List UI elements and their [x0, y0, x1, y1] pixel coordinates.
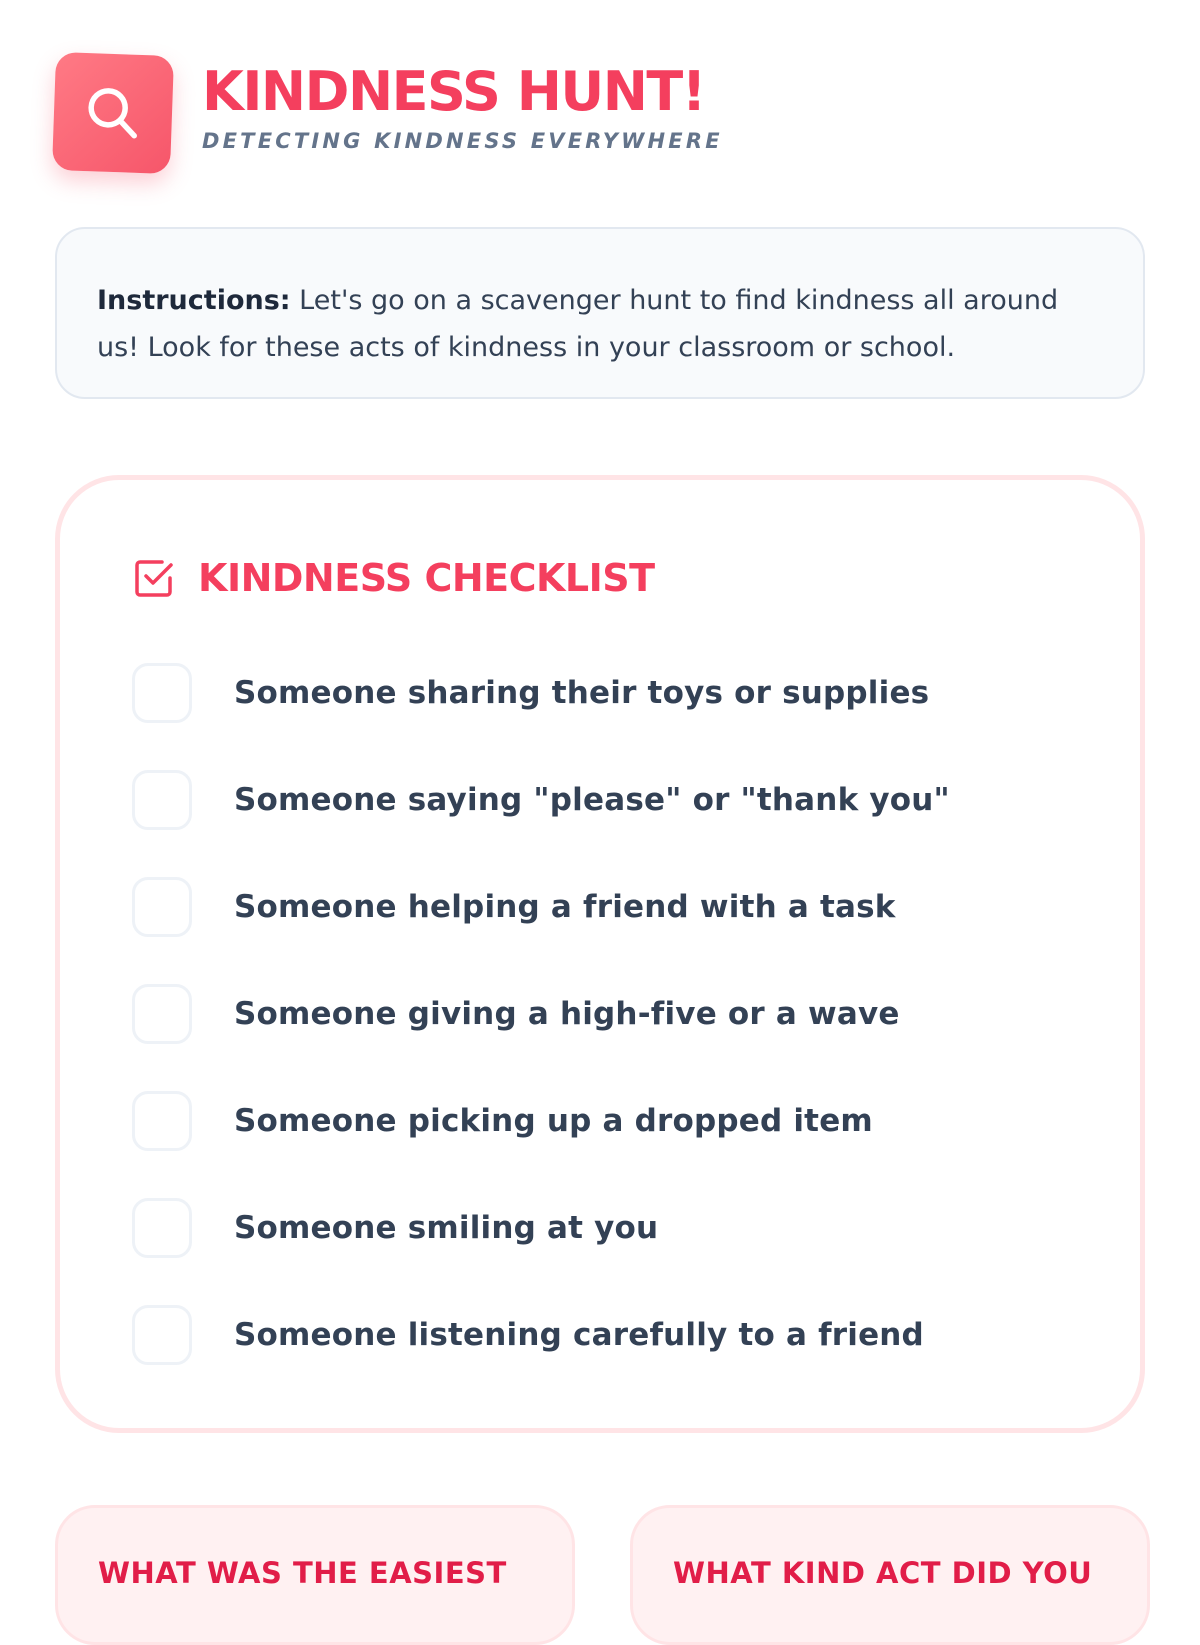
checkbox-icon	[132, 556, 176, 600]
checkbox[interactable]	[132, 770, 192, 830]
instructions-label: Instructions:	[97, 285, 291, 316]
search-icon	[81, 81, 145, 145]
item-label: Someone listening carefully to a friend	[234, 1317, 924, 1353]
page-header	[54, 54, 723, 172]
item-label: Someone helping a friend with a task	[234, 889, 896, 925]
question-card-kind-act	[630, 1505, 1150, 1645]
logo	[52, 52, 174, 174]
checkbox[interactable]	[132, 877, 192, 937]
checkbox[interactable]	[132, 663, 192, 723]
question-card-easiest	[55, 1505, 575, 1645]
item-label: Someone smiling at you	[234, 1210, 659, 1246]
item-label: Someone sharing their toys or supplies	[234, 675, 930, 711]
checklist-header	[132, 556, 655, 600]
checkbox[interactable]	[132, 1198, 192, 1258]
checklist-title: KINDNESS CHECKLIST	[198, 556, 655, 600]
list-item[interactable]	[132, 1088, 1082, 1154]
list-item[interactable]	[132, 874, 1082, 940]
item-label: Someone saying "please" or "thank you"	[234, 782, 950, 818]
list-item[interactable]	[132, 1195, 1082, 1261]
question-title: WHAT KIND ACT DID YOU	[673, 1556, 1093, 1590]
title-block	[202, 60, 723, 153]
question-title: WHAT WAS THE EASIEST	[98, 1556, 507, 1590]
kindness-checklist	[55, 475, 1145, 1433]
checkbox[interactable]	[132, 1305, 192, 1365]
instructions-text: Let's go on a scavenger hunt to find kindness all around us! Look for these acts of kindness in your classroom or school.	[97, 285, 1059, 363]
list-item[interactable]	[132, 1302, 1082, 1368]
item-label: Someone giving a high-five or a wave	[234, 996, 900, 1032]
page-subtitle: DETECTING KINDNESS EVERYWHERE	[202, 129, 723, 153]
list-item[interactable]	[132, 981, 1082, 1047]
list-item[interactable]	[132, 660, 1082, 726]
page-title: KINDNESS HUNT!	[202, 60, 705, 123]
checkbox[interactable]	[132, 1091, 192, 1151]
checklist-items	[132, 660, 1082, 1409]
checkbox[interactable]	[132, 984, 192, 1044]
instructions-box	[55, 227, 1145, 399]
list-item[interactable]	[132, 767, 1082, 833]
item-label: Someone picking up a dropped item	[234, 1103, 873, 1139]
